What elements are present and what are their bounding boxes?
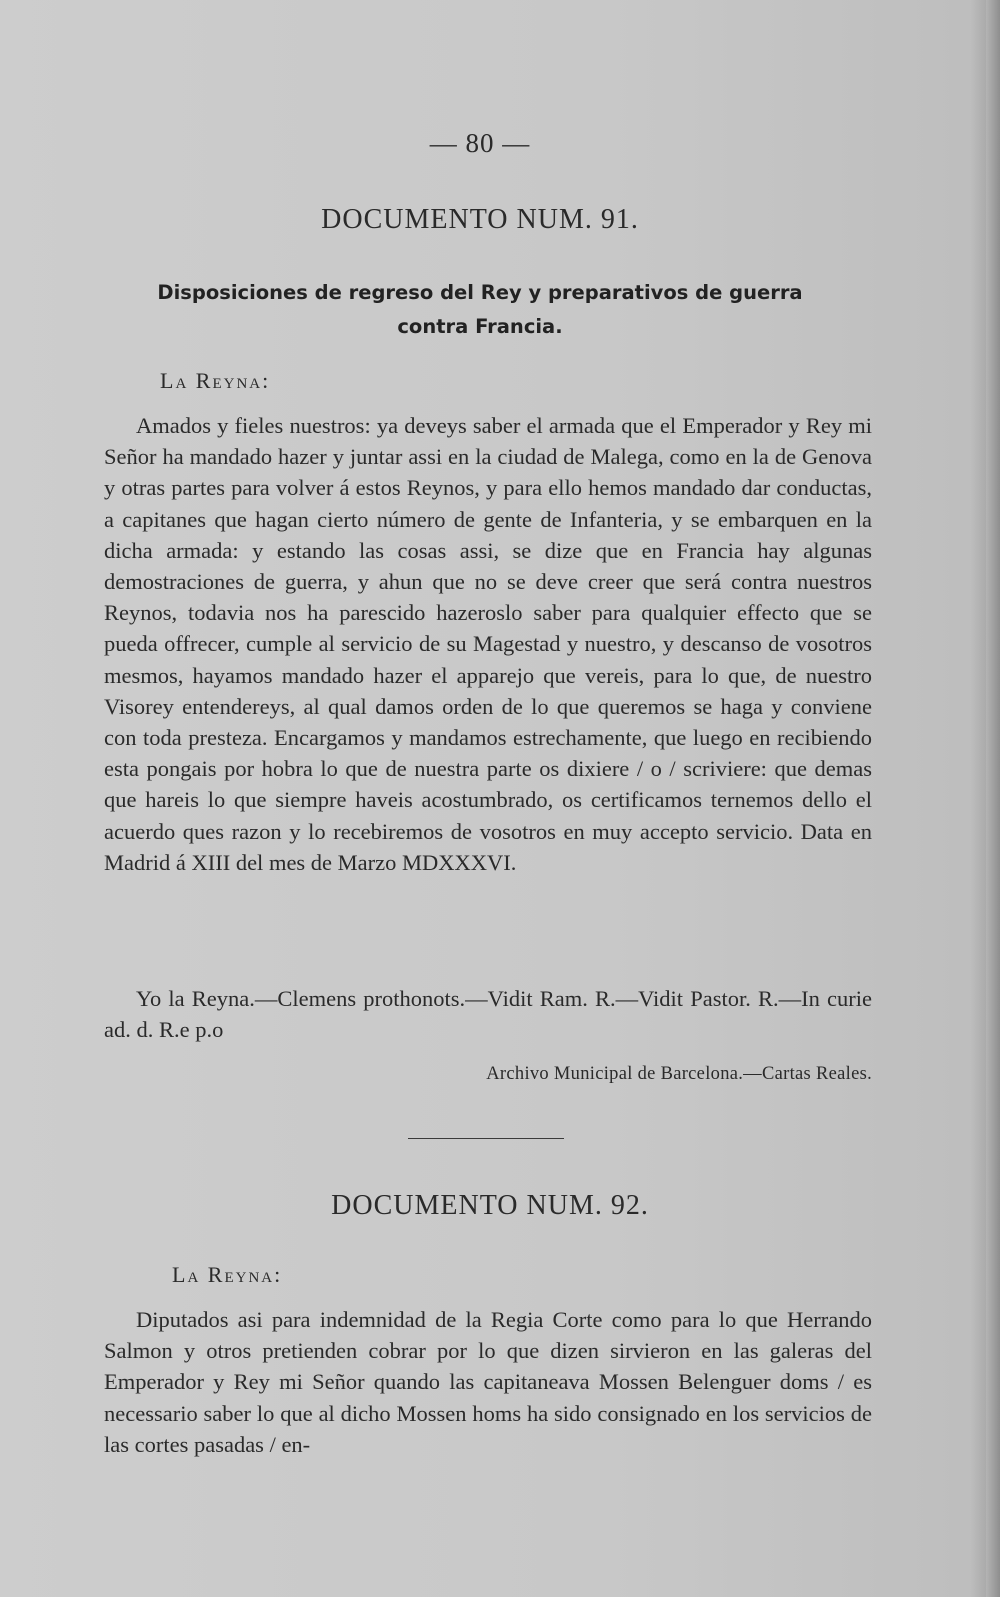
- document-91-subtitle: Disposiciones de regreso del Rey y preparativos de guerra contra Francia.: [157, 281, 803, 338]
- document-91-source: Archivo Municipal de Barcelona.—Cartas Reales.: [486, 1064, 872, 1084]
- document-91-body: [104, 410, 872, 878]
- section-divider: [408, 1138, 564, 1139]
- page-edge-shadow: [986, 0, 1000, 1597]
- document-91-body-paragraph: Amados y fieles nuestros: ya deveys saber el armada que el Emperador y Rey mi Señor ha mandado hazer y juntar assi en la ciudad de Malega, como en la de Genova y otras partes para volver á estos Reynos, y para ello hemos mandado dar conductas, a capitanes que hagan cierto número de gente de Infanteria, y se embarquen en la dicha armada: y estando las cosas assi, se dize que en Francia hay algunas demostraciones de guerra, y ahun que no se deve creer que será contra nuestros Reynos, todavia nos ha parescido hazeroslo saber para qualquier effecto que se pueda offrecer, cumple al servicio de su Magestad y nuestro, y descanso de vosotros mesmos, hayamos mandado hazer el apparejo que vereis, para lo que, de nuestro Visorey entendereys, al qual damos orden de lo que queremos se haga y conviene con toda presteza. Encargamos y mandamos estrechamente, que luego en recibiendo esta pongais por hobra lo que de nuestra parte os dixiere / o / scriviere: que demas que hareis lo que siempre haveis acostumbrado, os certificamos ternemos dello el acuerdo ques razon y lo recebiremos de vosotros en muy accepto servicio. Data en Madrid á XIII del mes de Marzo MDXXXVI.: [104, 413, 872, 875]
- document-91-salutation: La Reyna:: [160, 368, 271, 393]
- document-91-signature: Yo la Reyna.—Clemens prothonots.—Vidit Ram. R.—Vidit Pastor. R.—In curie ad. d. R.e p.o: [104, 986, 872, 1043]
- document-91-heading: DOCUMENTO NUM. 91.: [321, 204, 639, 235]
- document-92-body: [104, 1304, 872, 1460]
- document-92-body-paragraph: Diputados asi para indemnidad de la Regia Corte como para lo que Herrando Salmon y otros pretienden cobrar por lo que dizen sirvieron en las galeras del Emperador y Rey mi Señor quando las capitaneava Mossen Belenguer doms / es necessario saber lo que al dicho Mossen homs ha sido consignado en los servicios de las cortes pasadas / en-: [104, 1307, 872, 1457]
- document-92-salutation: La Reyna:: [172, 1262, 283, 1287]
- document-92-heading: DOCUMENTO NUM. 92.: [331, 1190, 649, 1221]
- page-number: — 80 —: [429, 128, 531, 158]
